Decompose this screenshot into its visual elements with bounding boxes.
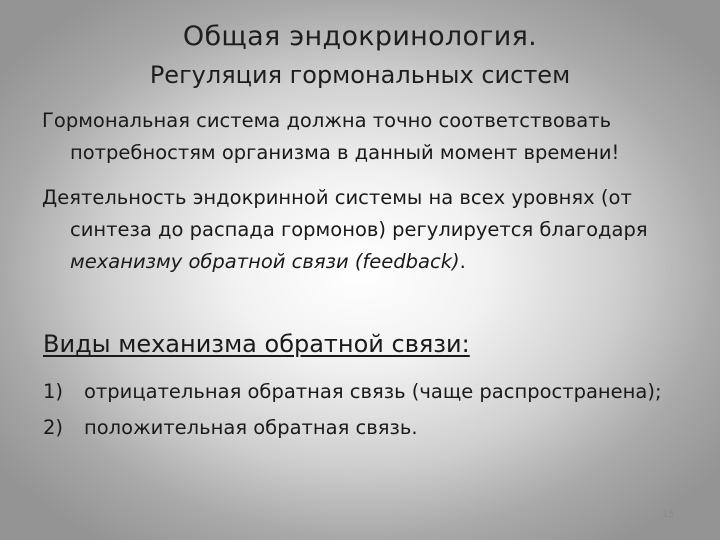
page-number: 15 [662, 510, 674, 520]
list-number: 2) [43, 416, 64, 439]
list-text: положительная обратная связь. [84, 416, 418, 439]
paragraph-endocrine-activity [42, 182, 702, 278]
slide-title: Общая эндокринология. [182, 21, 538, 52]
paragraph-line: Деятельность эндокринной системы на всех уровнях (от [42, 186, 632, 209]
section-heading: Виды механизма обратной связи: [43, 330, 470, 358]
list-text: отрицательная обратная связь (чаще распространена); [84, 380, 662, 403]
feedback-term: механизму обратной связи (feedback) [70, 250, 460, 273]
list-item [43, 374, 662, 410]
paragraph-line: синтеза до распада гормонов) регулируется благодаря [70, 218, 648, 241]
paragraph-line: Гормональная система должна точно соответствовать [42, 109, 612, 132]
paragraph-line: потребностям организма в данный момент времени! [70, 141, 620, 164]
paragraph-line [42, 246, 702, 278]
sentence-end: . [459, 250, 466, 273]
feedback-types-list [43, 374, 662, 446]
list-item [43, 410, 662, 446]
paragraph-hormonal-system [42, 105, 702, 169]
slide-subtitle: Регуляция гормональных систем [149, 61, 571, 89]
list-number: 1) [43, 380, 64, 403]
